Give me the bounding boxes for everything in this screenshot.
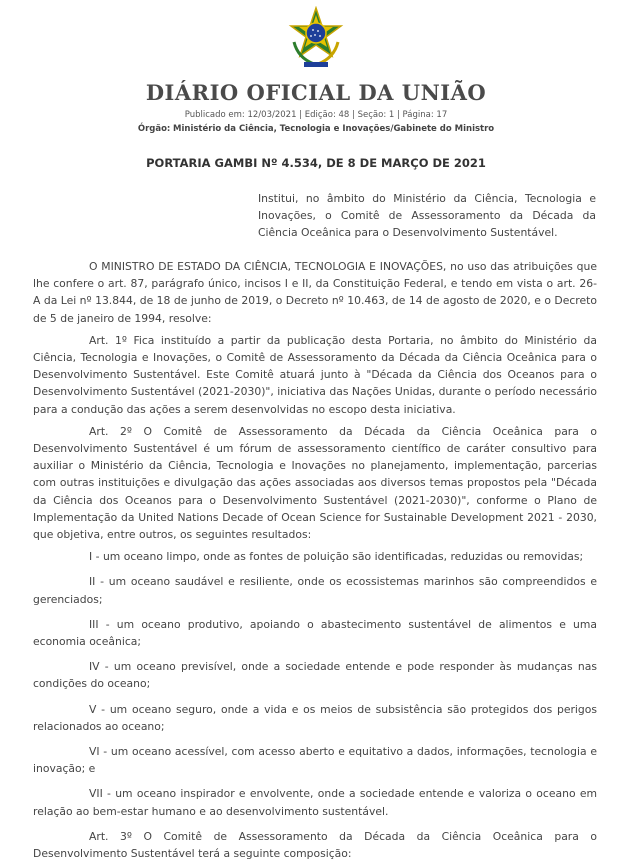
inciso-item: II - um oceano saudável e resiliente, onde os ecossistemas marinhos são compreendidos e gerenciados; bbox=[33, 575, 597, 606]
document-body bbox=[33, 258, 597, 867]
article-paragraph: Art. 3º O Comitê de Assessoramento da Década da Ciência Oceânica para o Desenvolvimento Sustentável terá a seguinte composição: bbox=[33, 829, 597, 861]
orgao-value: Ministério da Ciência, Tecnologia e Inovações/Gabinete do Ministro bbox=[173, 124, 495, 134]
inciso-item: I - um oceano limpo, onde as fontes de poluição são identificadas, reduzidas ou removidas; bbox=[89, 550, 584, 564]
inciso-item: III - um oceano produtivo, apoiando o abastecimento sustentável de alimentos e uma economia oceânica; bbox=[33, 617, 597, 649]
portaria-heading: PORTARIA GAMBI Nº 4.534, DE 8 DE MARÇO DE 2021 bbox=[146, 156, 486, 170]
inciso-item: VI - um oceano acessível, com acesso aberto e equitativo a dados, informações, tecnologia e inovação; e bbox=[33, 745, 597, 776]
article-paragraph: Art. 1º Fica instituído a partir da publicação desta Portaria, no âmbito do Ministério da Ciência, Tecnologia e Inovações, o Comitê de Assessoramento da Década da Ciência Oceânica para o Desenvolvimento Sustentável. Este Comitê atuará junto à "Década da Ciência dos Oceanos para o Desenvolvimento Sustentável (2021-2030)", iniciativa das Nações Unidas, durante o período necessário para a condução das ações a serem desenvolvidas no escopo desta iniciativa. bbox=[33, 333, 597, 416]
orgao-label: Órgão: bbox=[137, 124, 171, 134]
inciso-item: V - um oceano seguro, onde a vida e os meios de subsistência são protegidos dos perigos relacionados ao oceano; bbox=[33, 702, 597, 733]
ementa: Institui, no âmbito do Ministério da Ciência, Tecnologia e Inovações, o Comitê de Assessoramento da Década da Ciência Oceânica para o Desenvolvimento Sustentável. bbox=[258, 192, 596, 239]
inciso-item: VII - um oceano inspirador e envolvente, onde a sociedade entende e valoriza o oceano em relação ao bem-estar humano e ao desenvolvimento sustentável. bbox=[33, 787, 597, 818]
article-paragraph: Art. 2º O Comitê de Assessoramento da Década da Ciência Oceânica para o Desenvolvimento Sustentável é um fórum de assessoramento científico de caráter consultivo para auxiliar o Ministério da Ciência, Tecnologia e Inovações no planejamento, implementação, parcerias com outras instituições e divulgação das ações associadas aos diversos temas propostos pela "Década da Ciência dos Oceanos para o Desenvolvimento Sustentável (2021-2030)", conforme o Plano de Implementação da United Nations Decade of Ocean Science for Sustainable Development 2021 - 2030, que objetiva, entre outros, os seguintes resultados: bbox=[33, 424, 597, 542]
brazil-coat-of-arms-icon bbox=[284, 6, 348, 70]
preamble-paragraph: O MINISTRO DE ESTADO DA CIÊNCIA, TECNOLOGIA E INOVAÇÕES, no uso das atribuições que lhe confere o art. 87, parágrafo único, incisos I e II, da Constituição Federal, e tendo em vista o art. 26-A da Lei nº 13.844, de 18 de junho de 2019, o Decreto nº 10.463, de 14 de agosto de 2020, e o Decreto de 5 de janeiro de 1994, resolve: bbox=[33, 260, 597, 325]
inciso-item: IV - um oceano previsível, onde a sociedade entende e pode responder às mudanças nas condições do oceano; bbox=[33, 660, 597, 691]
publication-title: DIÁRIO OFICIAL DA UNIÃO bbox=[145, 80, 487, 105]
publication-meta: Publicado em: 12/03/2021 | Edição: 48 | Seção: 1 | Página: 17 bbox=[184, 110, 448, 120]
orgao-line bbox=[0, 124, 632, 134]
